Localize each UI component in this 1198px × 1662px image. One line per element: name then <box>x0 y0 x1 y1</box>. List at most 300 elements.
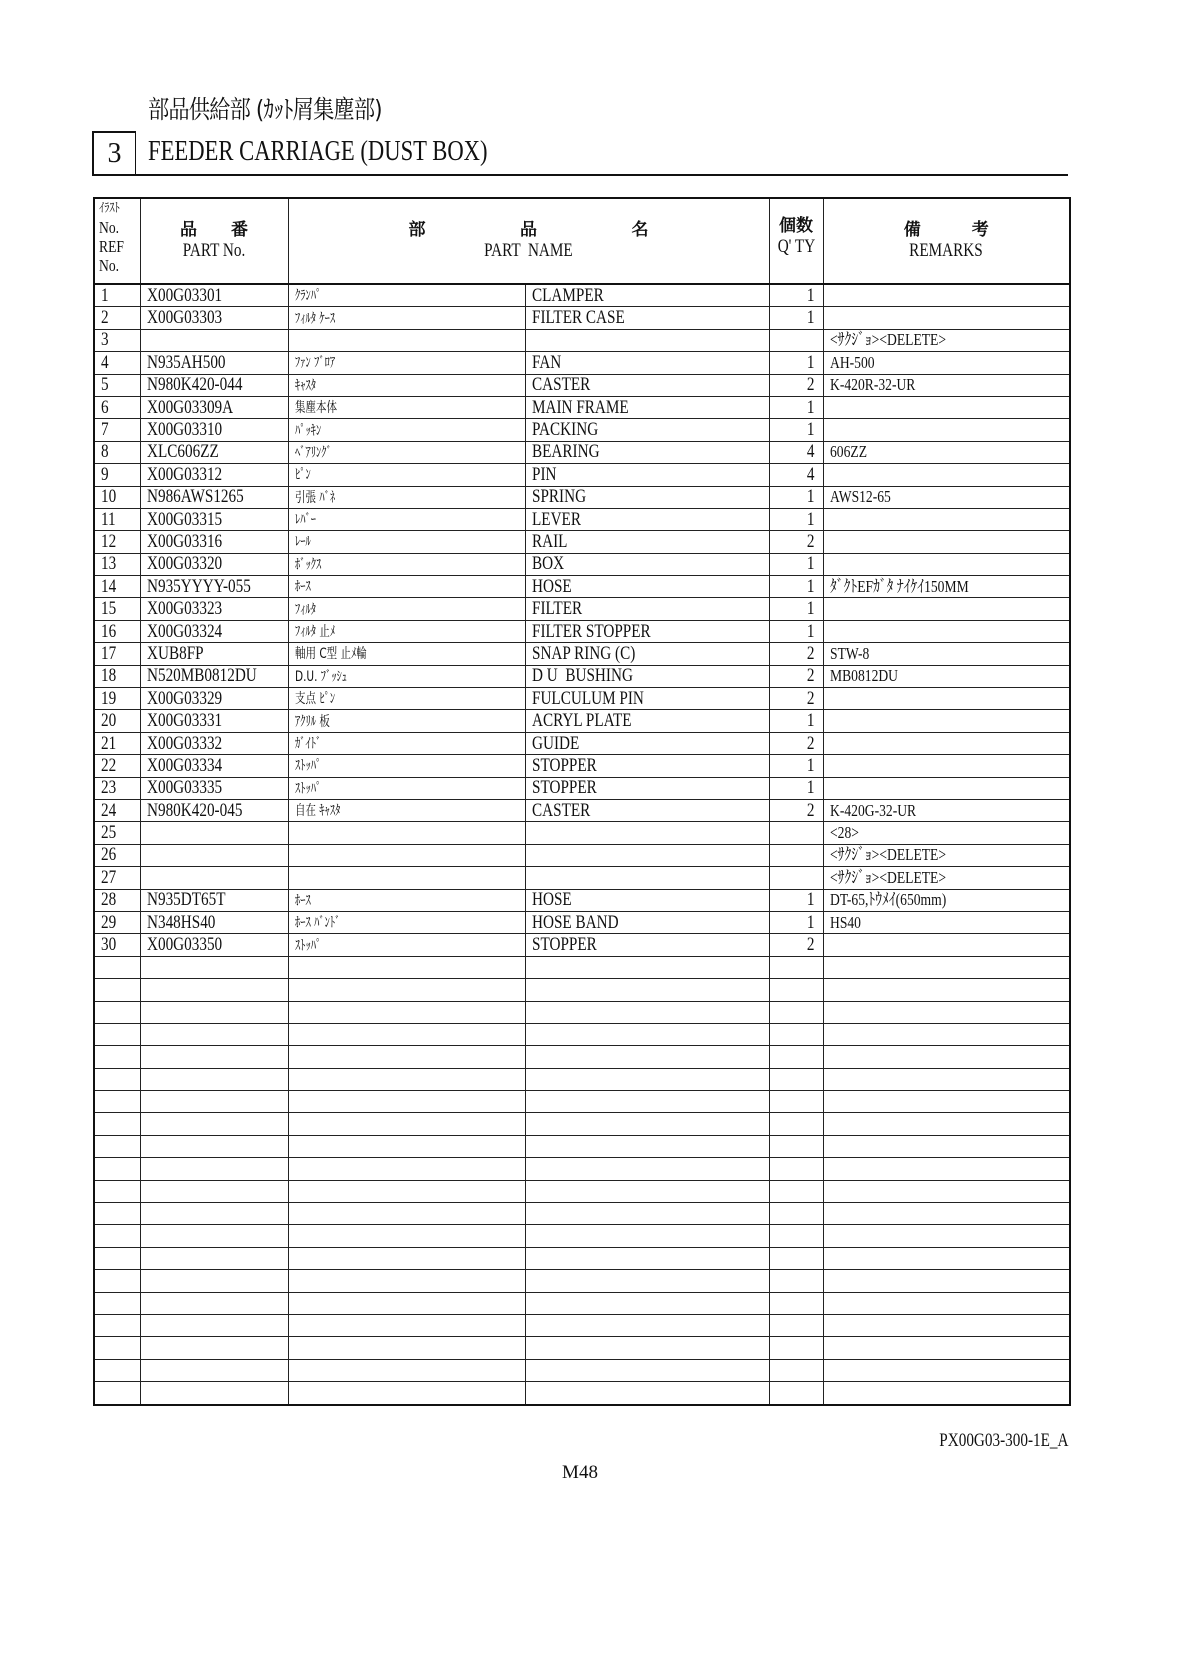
part-name-en-cell <box>525 732 769 754</box>
empty-table-row <box>94 1113 1070 1135</box>
remarks-cell <box>823 889 1070 911</box>
empty-cell <box>140 1180 288 1202</box>
part-name-jp-cell <box>288 889 525 911</box>
empty-cell <box>823 1203 1070 1225</box>
empty-cell <box>525 1270 769 1292</box>
part-name-jp-cell-text: ﾎﾞｯｸｽ <box>294 556 321 573</box>
header-part-no-jp: 品 番 <box>180 220 248 240</box>
part-no-cell-text: N348HS40 <box>146 911 215 933</box>
table-row <box>94 688 1070 710</box>
part-name-en-cell-text: FILTER STOPPER <box>531 620 651 642</box>
part-name-en-cell <box>525 352 769 374</box>
qty-cell <box>769 284 823 307</box>
part-name-en-cell <box>525 531 769 553</box>
empty-table-row <box>94 1180 1070 1202</box>
header-qty-jp: 個数 <box>779 216 813 236</box>
ref-cell-text: 13 <box>101 553 117 575</box>
part-name-jp-cell-text: ﾌｧﾝ ﾌﾞﾛｱ <box>294 355 335 372</box>
empty-cell <box>823 1180 1070 1202</box>
table-row <box>94 911 1070 933</box>
qty-cell <box>769 755 823 777</box>
empty-cell <box>140 1046 288 1068</box>
page-number: M48 <box>562 1462 598 1483</box>
part-no-cell <box>140 352 288 374</box>
part-no-cell-text: N980K420-044 <box>146 374 242 396</box>
qty-cell-text: 1 <box>806 553 815 575</box>
part-no-cell-text: X00G03303 <box>146 307 222 329</box>
qty-cell-text: 1 <box>806 777 815 799</box>
part-name-en-cell <box>525 889 769 911</box>
table-row <box>94 620 1070 642</box>
ref-cell <box>94 464 140 486</box>
part-name-jp-cell <box>288 688 525 710</box>
empty-table-row <box>94 1023 1070 1045</box>
part-no-cell-text: X00G03301 <box>146 284 222 306</box>
part-name-jp-cell <box>288 508 525 530</box>
empty-table-row <box>94 1359 1070 1381</box>
qty-cell <box>769 688 823 710</box>
part-name-en-cell <box>525 576 769 598</box>
part-name-jp-cell-text: 支点 ﾋﾟﾝ <box>294 691 335 708</box>
ref-cell <box>94 598 140 620</box>
empty-cell <box>288 1225 525 1247</box>
empty-cell <box>140 1359 288 1381</box>
empty-table-row <box>94 1337 1070 1359</box>
part-name-jp-cell <box>288 710 525 732</box>
remarks-cell <box>823 688 1070 710</box>
empty-cell <box>288 1023 525 1045</box>
part-name-jp-cell <box>288 352 525 374</box>
part-name-en-cell-text: CLAMPER <box>531 284 604 306</box>
part-name-jp-cell <box>288 396 525 418</box>
empty-cell <box>525 1135 769 1157</box>
table-row <box>94 284 1070 307</box>
empty-cell <box>769 1292 823 1314</box>
ref-cell-text: 22 <box>101 754 117 776</box>
part-no-cell <box>140 419 288 441</box>
ref-cell-text: 14 <box>101 575 117 597</box>
part-name-en-cell-text: SPRING <box>531 486 586 508</box>
empty-cell <box>823 956 1070 978</box>
header-ref-no <box>94 198 140 284</box>
empty-cell <box>769 1382 823 1405</box>
part-no-cell <box>140 867 288 889</box>
empty-cell <box>823 1314 1070 1336</box>
part-name-jp-cell-text: ﾎｰｽ ﾊﾞﾝﾄﾞ <box>294 915 340 932</box>
header-ref-line: No. <box>99 256 120 275</box>
ref-cell-text: 23 <box>101 777 117 799</box>
qty-cell <box>769 374 823 396</box>
ref-cell <box>94 486 140 508</box>
qty-cell-text: 1 <box>806 598 815 620</box>
part-no-cell <box>140 889 288 911</box>
remarks-cell <box>823 934 1070 956</box>
part-name-jp-cell-text: ﾍﾞｱﾘﾝｸﾞ <box>294 444 332 461</box>
part-no-cell-text: X00G03324 <box>146 620 222 642</box>
remarks-cell <box>823 553 1070 575</box>
ref-cell <box>94 777 140 799</box>
remarks-cell-text: K-420R-32-UR <box>829 375 915 395</box>
ref-cell <box>94 352 140 374</box>
qty-cell <box>769 553 823 575</box>
ref-cell-text: 6 <box>101 396 109 418</box>
part-name-en-cell <box>525 284 769 307</box>
empty-cell <box>525 1113 769 1135</box>
ref-cell <box>94 799 140 821</box>
part-no-cell-text: N935AH500 <box>146 351 226 373</box>
ref-cell-text: 1 <box>101 284 109 306</box>
empty-cell <box>140 1382 288 1405</box>
part-name-en-cell <box>525 508 769 530</box>
qty-cell-text: 2 <box>806 732 815 754</box>
empty-cell <box>769 1337 823 1359</box>
part-name-jp-cell-text: ﾌｨﾙﾀ <box>294 601 316 618</box>
table-row <box>94 598 1070 620</box>
empty-cell <box>288 1046 525 1068</box>
qty-cell <box>769 665 823 687</box>
empty-cell <box>823 1225 1070 1247</box>
remarks-cell <box>823 755 1070 777</box>
part-no-cell-text: X00G03332 <box>146 732 222 754</box>
header-part-name-jp: 名 <box>631 220 649 240</box>
empty-cell <box>140 1001 288 1023</box>
remarks-cell-text: <28> <box>829 823 859 843</box>
part-name-jp-cell <box>288 576 525 598</box>
remarks-cell <box>823 867 1070 889</box>
qty-cell-text: 1 <box>806 284 815 306</box>
part-name-jp-cell-text: ｱｸﾘﾙ 板 <box>294 713 330 730</box>
parts-table <box>93 197 1071 1406</box>
part-name-jp-cell-text: 軸用 C型 止ﾒ輪 <box>294 646 367 663</box>
remarks-cell-text: <ｻｸｼﾞｮ><DELETE> <box>829 845 946 865</box>
empty-cell <box>525 979 769 1001</box>
empty-cell <box>823 1023 1070 1045</box>
qty-cell <box>769 710 823 732</box>
empty-cell <box>823 1135 1070 1157</box>
part-no-cell <box>140 643 288 665</box>
part-name-en-cell <box>525 464 769 486</box>
qty-cell-text: 2 <box>806 642 815 664</box>
qty-cell <box>769 598 823 620</box>
ref-cell <box>94 844 140 866</box>
part-no-cell-text: XLC606ZZ <box>146 441 219 463</box>
part-name-en-cell-text: HOSE BAND <box>531 911 619 933</box>
ref-cell-text: 9 <box>101 463 109 485</box>
remarks-cell-text: STW-8 <box>829 643 869 663</box>
part-no-cell <box>140 374 288 396</box>
remarks-cell <box>823 598 1070 620</box>
table-row <box>94 643 1070 665</box>
ref-cell <box>94 576 140 598</box>
part-no-cell <box>140 307 288 329</box>
table-row <box>94 419 1070 441</box>
part-no-cell <box>140 688 288 710</box>
qty-cell <box>769 419 823 441</box>
part-name-en-cell <box>525 755 769 777</box>
empty-cell <box>94 1046 140 1068</box>
ref-cell <box>94 889 140 911</box>
header-remarks-en: REMARKS <box>909 240 983 261</box>
part-name-en-cell <box>525 822 769 844</box>
part-no-cell <box>140 911 288 933</box>
empty-table-row <box>94 1158 1070 1180</box>
header-ref-line: REF <box>99 237 124 256</box>
part-name-jp-cell <box>288 934 525 956</box>
empty-cell <box>823 1091 1070 1113</box>
empty-cell <box>140 1225 288 1247</box>
part-no-cell-text: N986AWS1265 <box>146 486 244 508</box>
empty-cell <box>288 1113 525 1135</box>
table-row <box>94 822 1070 844</box>
qty-cell-text: 1 <box>806 620 815 642</box>
empty-cell <box>288 956 525 978</box>
part-no-cell <box>140 732 288 754</box>
qty-cell <box>769 441 823 463</box>
part-no-cell-text: X00G03350 <box>146 934 222 956</box>
table-row <box>94 710 1070 732</box>
empty-table-row <box>94 956 1070 978</box>
part-name-jp-cell <box>288 553 525 575</box>
empty-cell <box>525 1023 769 1045</box>
part-name-jp-cell-text: 自在 ｷｬｽﾀ <box>294 803 340 820</box>
qty-cell-text: 1 <box>806 911 815 933</box>
ref-cell <box>94 822 140 844</box>
empty-cell <box>769 979 823 1001</box>
table-header-row <box>94 198 1070 284</box>
part-name-en-cell <box>525 553 769 575</box>
part-no-cell <box>140 329 288 351</box>
ref-cell-text: 2 <box>101 307 109 329</box>
title-underline <box>92 174 1068 176</box>
part-name-jp-cell <box>288 777 525 799</box>
ref-cell <box>94 620 140 642</box>
part-name-en-cell-text: STOPPER <box>531 777 597 799</box>
part-name-jp-cell-text: ｷｬｽﾀ <box>294 377 316 394</box>
qty-cell <box>769 911 823 933</box>
document-code: PX00G03-300-1E_A <box>938 1430 1068 1451</box>
qty-cell <box>769 307 823 329</box>
part-name-en-cell <box>525 911 769 933</box>
empty-cell <box>769 1247 823 1269</box>
remarks-cell <box>823 822 1070 844</box>
ref-cell-text: 4 <box>101 351 109 373</box>
remarks-cell-text: <ｻｸｼﾞｮ><DELETE> <box>829 867 946 887</box>
empty-cell <box>823 1068 1070 1090</box>
empty-cell <box>288 1180 525 1202</box>
table-row <box>94 352 1070 374</box>
part-no-cell-text: XUB8FP <box>146 642 204 664</box>
part-no-cell-text: X00G03329 <box>146 687 222 709</box>
ref-cell <box>94 441 140 463</box>
empty-cell <box>769 1314 823 1336</box>
empty-cell <box>94 956 140 978</box>
part-name-jp-cell <box>288 732 525 754</box>
empty-cell <box>769 1113 823 1135</box>
ref-cell <box>94 374 140 396</box>
part-name-jp-cell <box>288 374 525 396</box>
remarks-cell-text: AWS12-65 <box>829 487 891 507</box>
empty-table-row <box>94 1068 1070 1090</box>
part-name-en-cell <box>525 934 769 956</box>
part-name-en-cell <box>525 643 769 665</box>
empty-cell <box>769 1001 823 1023</box>
part-name-en-cell-text: D U BUSHING <box>531 665 633 687</box>
empty-cell <box>288 1091 525 1113</box>
header-part-name-jp: 品 <box>520 220 537 240</box>
empty-cell <box>140 1314 288 1336</box>
empty-cell <box>140 1158 288 1180</box>
ref-cell <box>94 755 140 777</box>
part-no-cell <box>140 799 288 821</box>
ref-cell <box>94 688 140 710</box>
qty-cell <box>769 531 823 553</box>
part-no-cell-text: X00G03320 <box>146 553 222 575</box>
part-no-cell-text: X00G03315 <box>146 508 222 530</box>
remarks-cell <box>823 777 1070 799</box>
empty-cell <box>94 1158 140 1180</box>
remarks-cell <box>823 374 1070 396</box>
empty-cell <box>823 1113 1070 1135</box>
empty-cell <box>140 1023 288 1045</box>
ref-cell <box>94 934 140 956</box>
empty-table-row <box>94 1270 1070 1292</box>
empty-cell <box>769 1091 823 1113</box>
empty-cell <box>140 1135 288 1157</box>
part-no-cell-text: N935DT65T <box>146 889 226 911</box>
empty-table-row <box>94 1292 1070 1314</box>
empty-cell <box>140 956 288 978</box>
empty-table-row <box>94 1091 1070 1113</box>
ref-cell-text: 5 <box>101 374 109 396</box>
empty-cell <box>823 1382 1070 1405</box>
table-row <box>94 799 1070 821</box>
ref-cell <box>94 531 140 553</box>
ref-cell-text: 28 <box>101 889 117 911</box>
empty-table-row <box>94 1001 1070 1023</box>
empty-cell <box>94 1113 140 1135</box>
empty-cell <box>525 1091 769 1113</box>
ref-cell <box>94 732 140 754</box>
qty-cell <box>769 867 823 889</box>
remarks-cell <box>823 329 1070 351</box>
remarks-cell <box>823 307 1070 329</box>
part-name-jp-cell <box>288 844 525 866</box>
part-name-jp-cell <box>288 643 525 665</box>
part-name-jp-cell <box>288 822 525 844</box>
remarks-cell <box>823 486 1070 508</box>
part-name-jp-cell-text: ｽﾄｯﾊﾟ <box>294 937 321 954</box>
part-name-jp-cell <box>288 441 525 463</box>
part-no-cell <box>140 755 288 777</box>
part-name-jp-cell-text: ﾊﾟｯｷﾝ <box>294 422 321 439</box>
empty-cell <box>769 956 823 978</box>
ref-cell-text: 21 <box>101 732 117 754</box>
part-name-jp-cell-text: ﾌｨﾙﾀ ｹｰｽ <box>294 310 335 327</box>
qty-cell <box>769 822 823 844</box>
empty-cell <box>94 1001 140 1023</box>
ref-cell <box>94 396 140 418</box>
empty-cell <box>769 1158 823 1180</box>
ref-cell-text: 29 <box>101 911 117 933</box>
qty-cell <box>769 620 823 642</box>
qty-cell-text: 2 <box>806 799 815 821</box>
table-row <box>94 665 1070 687</box>
empty-cell <box>288 1135 525 1157</box>
ref-cell <box>94 307 140 329</box>
ref-cell-text: 24 <box>101 799 117 821</box>
table-row <box>94 486 1070 508</box>
empty-table-row <box>94 1203 1070 1225</box>
qty-cell-text: 1 <box>806 508 815 530</box>
part-name-jp-cell-text: ﾋﾟﾝ <box>294 467 311 484</box>
part-name-jp-cell-text: ﾌｨﾙﾀ 止ﾒ <box>294 624 335 641</box>
empty-cell <box>94 1247 140 1269</box>
remarks-cell-text: AH-500 <box>829 352 875 372</box>
qty-cell-text: 4 <box>806 463 815 485</box>
remarks-cell <box>823 419 1070 441</box>
ref-cell-text: 11 <box>101 508 116 530</box>
part-name-jp-cell-text: ｽﾄｯﾊﾟ <box>294 780 321 797</box>
empty-cell <box>288 1247 525 1269</box>
qty-cell-text: 1 <box>806 419 815 441</box>
part-no-cell <box>140 576 288 598</box>
part-no-cell <box>140 710 288 732</box>
ref-cell-text: 17 <box>101 642 117 664</box>
part-no-cell <box>140 665 288 687</box>
ref-cell-text: 15 <box>101 598 117 620</box>
qty-cell <box>769 352 823 374</box>
part-name-en-cell <box>525 329 769 351</box>
empty-cell <box>823 1001 1070 1023</box>
empty-cell <box>525 1247 769 1269</box>
part-name-en-cell <box>525 419 769 441</box>
qty-cell-text: 2 <box>806 665 815 687</box>
empty-cell <box>525 1046 769 1068</box>
part-name-jp-cell-text: ｸﾗﾝﾊﾟ <box>294 288 321 305</box>
qty-cell <box>769 464 823 486</box>
part-no-cell <box>140 620 288 642</box>
qty-cell <box>769 643 823 665</box>
part-no-cell-text: X00G03316 <box>146 530 222 552</box>
part-name-en-cell-text: ACRYL PLATE <box>531 710 632 732</box>
part-name-en-cell-text: BEARING <box>531 441 600 463</box>
ref-cell-text: 3 <box>101 329 109 351</box>
part-no-cell-text: N935YYYY-055 <box>146 575 251 597</box>
part-name-en-cell-text: FULCULUM PIN <box>531 687 644 709</box>
table-row <box>94 396 1070 418</box>
part-no-cell <box>140 441 288 463</box>
qty-cell <box>769 934 823 956</box>
remarks-cell <box>823 710 1070 732</box>
part-name-en-cell <box>525 710 769 732</box>
part-name-en-cell-text: HOSE <box>531 575 572 597</box>
empty-cell <box>525 1225 769 1247</box>
table-row <box>94 777 1070 799</box>
empty-cell <box>288 1359 525 1381</box>
qty-cell-text: 1 <box>806 486 815 508</box>
part-name-en-cell-text: RAIL <box>531 530 567 552</box>
part-no-cell-text: X00G03335 <box>146 777 222 799</box>
qty-cell <box>769 486 823 508</box>
empty-table-row <box>94 1046 1070 1068</box>
ref-cell <box>94 710 140 732</box>
empty-cell <box>823 1337 1070 1359</box>
part-name-en-cell-text: SNAP RING (C) <box>531 642 635 664</box>
part-no-cell-text: X00G03310 <box>146 419 222 441</box>
empty-cell <box>94 1023 140 1045</box>
part-name-jp-cell-text: ｽﾄｯﾊﾟ <box>294 758 321 775</box>
empty-cell <box>94 1068 140 1090</box>
